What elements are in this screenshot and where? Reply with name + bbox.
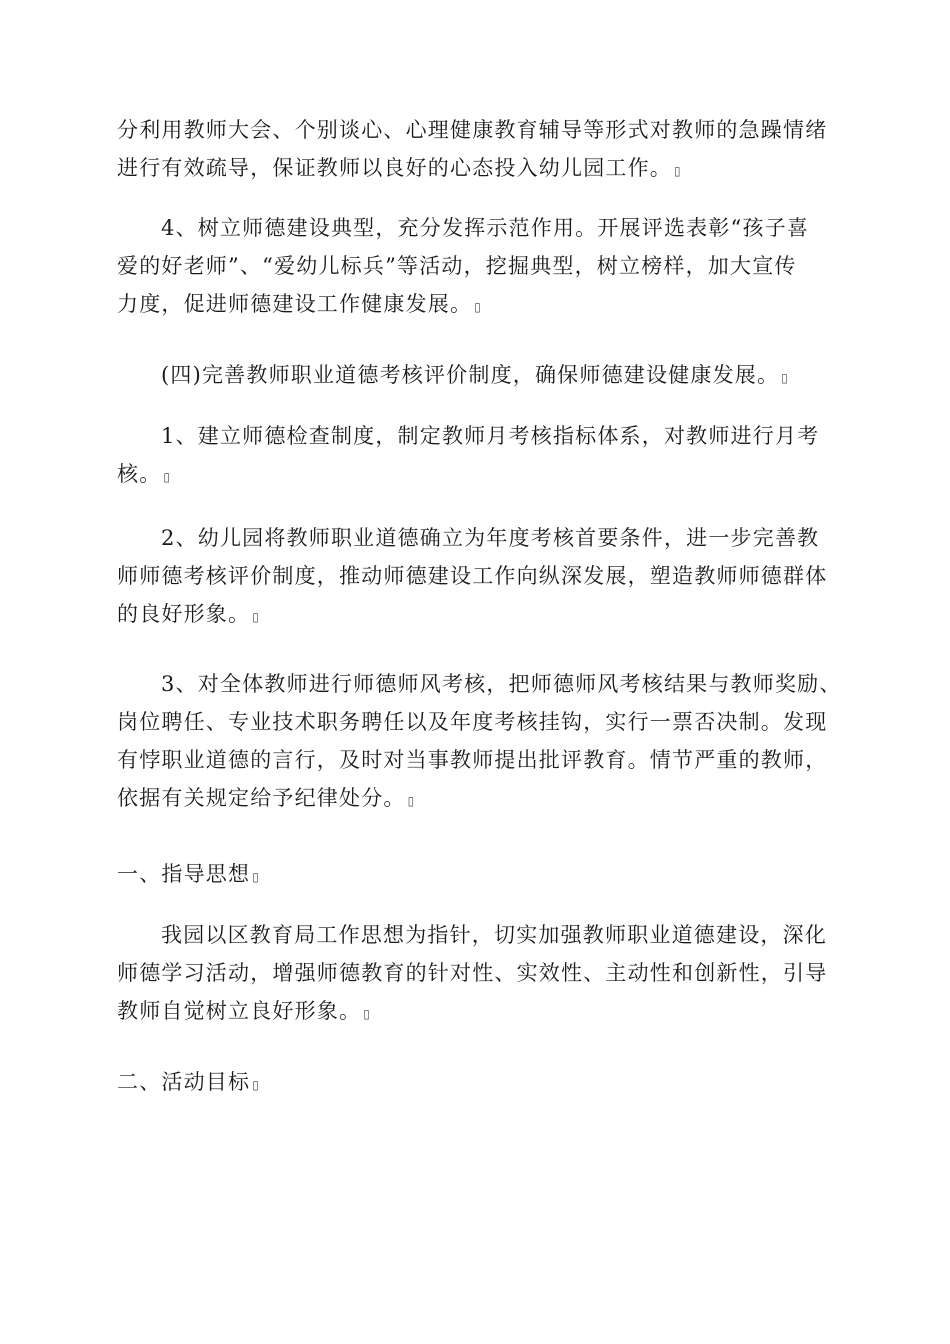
paragraph-mark-icon: ▯ (674, 164, 682, 178)
paragraph-mark-icon: ▯ (474, 300, 483, 314)
paragraph-mark-icon: ▯ (252, 1078, 261, 1092)
paragraph-guiding-thought (117, 916, 837, 1033)
text-line: 有悖职业道德的言行，及时对当事教师提出批评教育。情节严重的教师， (117, 748, 828, 772)
text-line: 分利用教师大会、个别谈心、心理健康教育辅导等形式对教师的急躁情绪 (117, 118, 828, 142)
text-line: 教师自觉树立良好形象。 ▯ (117, 999, 372, 1023)
text-line: 依据有关规定给予纪律处分。 ▯ (117, 786, 416, 810)
text-line: 二、活动目标 ▯ (117, 1070, 261, 1094)
text-line: 进行有效疏导，保证教师以良好的心态投入幼儿园工作。 ▯ (117, 156, 682, 180)
paragraph-continuation (117, 111, 837, 190)
text-line: 3、对全体教师进行师德师风考核，把师德师风考核结果与教师奖励、 (161, 672, 842, 696)
text-line: 一、指导思想 ▯ (117, 862, 261, 886)
paragraph-item-2 (117, 519, 837, 636)
text-line: 师德学习活动，增强师德教育的针对性、实效性、主动性和创新性，引导 (117, 961, 828, 985)
paragraph-item-3 (117, 665, 842, 820)
text-line: 的良好形象。 ▯ (117, 602, 261, 626)
section-heading-guiding-thought (117, 855, 837, 896)
text-line: 力度，促进师德建设工作健康发展。 ▯ (117, 292, 483, 316)
paragraph-item-1 (117, 417, 837, 496)
section-heading-activity-goal (117, 1063, 837, 1104)
paragraph-mark-icon: ▯ (363, 1007, 372, 1021)
paragraph-mark-icon: ▯ (781, 371, 789, 385)
paragraph-mark-icon: ▯ (252, 610, 261, 624)
text-line: 核。 ▯ (117, 462, 172, 486)
text-line: 2、幼儿园将教师职业道德确立为年度考核首要条件，进一步完善教 (161, 526, 820, 550)
paragraph-mark-icon: ▯ (252, 870, 261, 884)
text-line: 岗位聘任、专业技术职务聘任以及年度考核挂钩，实行一票否决制。发现 (117, 710, 828, 734)
paragraph-section-four (117, 356, 837, 397)
paragraph-item-4 (117, 209, 837, 326)
text-line: 4、树立师德建设典型，充分发挥示范作用。开展评选表彰“孩子喜 (161, 216, 810, 240)
text-line: (四)完善教师职业道德考核评价制度，确保师德建设健康发展。 ▯ (161, 363, 789, 387)
text-line: 1、建立师德检查制度，制定教师月考核指标体系，对教师进行月考 (161, 424, 820, 448)
text-line: 爱的好老师”、“爱幼儿标兵”等活动，挖掘典型，树立榜样，加大宣传 (117, 254, 797, 278)
paragraph-mark-icon: ▯ (163, 470, 172, 484)
paragraph-mark-icon: ▯ (407, 794, 416, 808)
text-line: 我园以区教育局工作思想为指针，切实加强教师职业道德建设，深化 (161, 923, 827, 947)
text-line: 师师德考核评价制度，推动师德建设工作向纵深发展，塑造教师师德群体 (117, 564, 828, 588)
